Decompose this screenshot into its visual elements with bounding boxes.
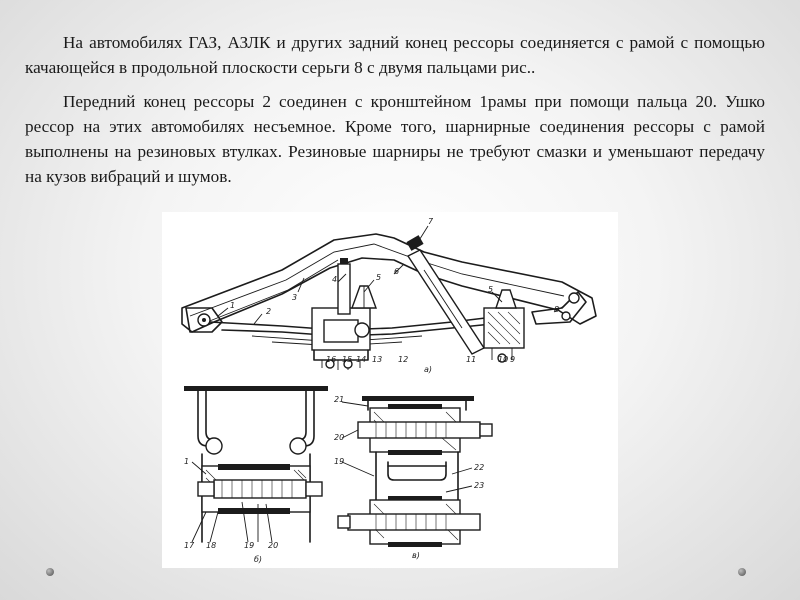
callout-4: 4 bbox=[332, 275, 338, 284]
callout-10: 10 bbox=[498, 355, 509, 364]
callout-5b: 5 bbox=[488, 285, 494, 294]
corner-dot-top-right bbox=[738, 568, 746, 576]
callout-b-19: 19 bbox=[244, 541, 255, 550]
callout-16: 16 bbox=[326, 355, 337, 364]
callout-7: 7 bbox=[428, 217, 434, 226]
bracket-section-view bbox=[184, 386, 328, 564]
callout-b-17: 17 bbox=[184, 541, 195, 550]
callout-c-19: 19 bbox=[334, 457, 345, 466]
callout-11: 11 bbox=[466, 355, 477, 364]
callout-c-20: 20 bbox=[334, 433, 345, 442]
corner-dot-top-left bbox=[46, 568, 54, 576]
callout-c-23: 23 bbox=[474, 481, 485, 490]
callout-5: 5 bbox=[376, 273, 382, 282]
callout-15: 15 bbox=[342, 355, 353, 364]
callout-13: 13 bbox=[372, 355, 383, 364]
callout-9: 9 bbox=[510, 355, 516, 364]
callout-1: 1 bbox=[230, 301, 236, 310]
callout-8: 8 bbox=[554, 305, 560, 314]
slide-text bbox=[25, 30, 765, 189]
callout-b-1: 1 bbox=[184, 457, 190, 466]
view-label-b: б) bbox=[254, 555, 263, 564]
suspension-drawing bbox=[162, 212, 618, 568]
callout-b-20: 20 bbox=[268, 541, 279, 550]
callout-c-21: 21 bbox=[334, 395, 345, 404]
callout-6: 6 bbox=[394, 267, 400, 276]
callout-c-22: 22 bbox=[474, 463, 485, 472]
callout-b-18: 18 bbox=[206, 541, 217, 550]
paragraph-rear-shackle: На автомобилях ГАЗ, АЗЛК и других задний конец рессоры соединяется с рамой с помощью качающейся в продольной плоскости серьги 8 с двумя пальцами рис.. bbox=[25, 33, 765, 77]
shackle-section-view bbox=[334, 395, 492, 560]
callout-14: 14 bbox=[356, 355, 367, 364]
suspension-diagram bbox=[162, 212, 618, 568]
paragraph-front-bracket: Передний конец рессоры 2 соединен с кронштейном 1рамы при помощи пальца 20. Ушко рессор на этих автомобилях несъемное. Кроме того, шарнирные соединения рессоры с рамой выполнены на резиновых втулках. Резиновые шарниры не требуют смазки и уменьшают передачу на кузов вибраций и шумов. bbox=[25, 92, 765, 186]
callout-3: 3 bbox=[292, 293, 298, 302]
side-view bbox=[182, 217, 596, 374]
callout-2: 2 bbox=[266, 307, 272, 316]
callout-12: 12 bbox=[398, 355, 409, 364]
view-label-a: а) bbox=[424, 365, 433, 374]
view-label-c: в) bbox=[412, 551, 420, 560]
